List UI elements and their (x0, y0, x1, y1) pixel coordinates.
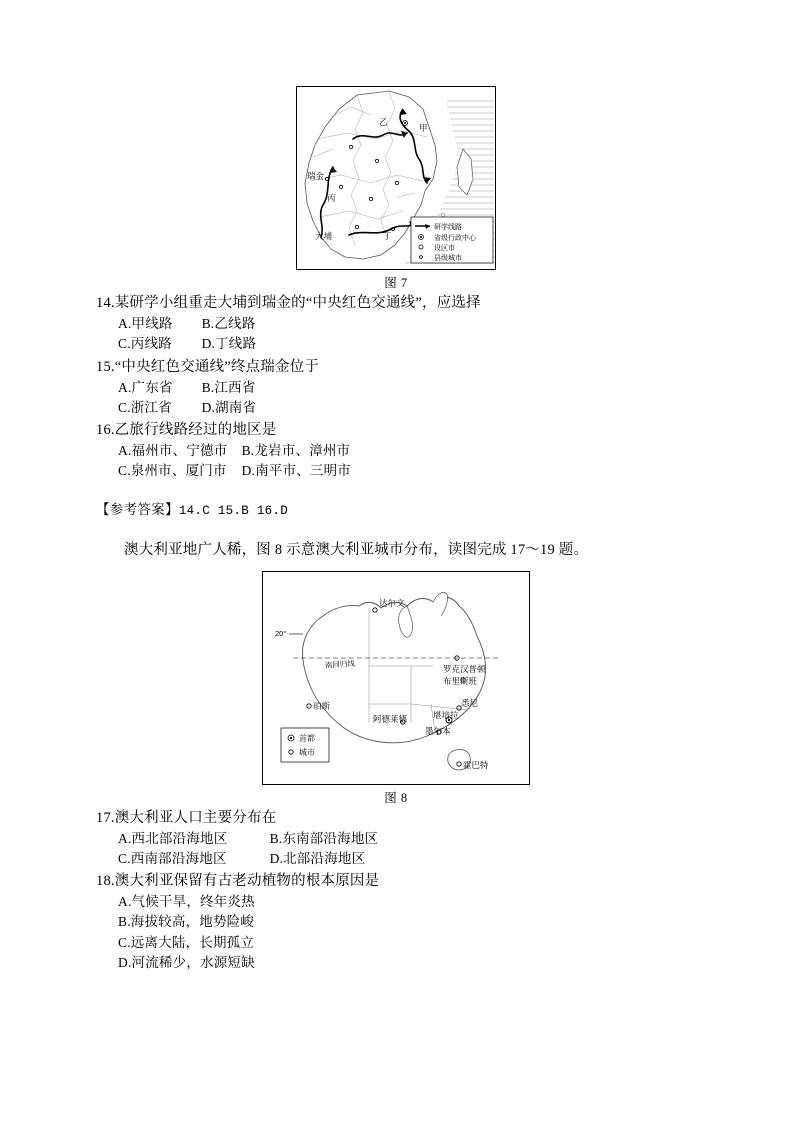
figure8-label-rockhampton: 罗克汉普顿 (443, 663, 486, 674)
figure-7-image (296, 86, 496, 270)
option-c[interactable]: C.丙线路 (118, 336, 172, 352)
figure7-label-dapu: 大埔 (315, 231, 333, 241)
fujian-map-svg (297, 87, 495, 269)
question-18 (96, 871, 696, 973)
question-15 (96, 357, 696, 419)
option-b[interactable]: B.海拔较高，地势险峻 (118, 914, 255, 930)
option-b[interactable]: B.乙线路 (201, 316, 256, 332)
question-14-stem: 14.某研学小组重走大埔到瑞金的“中央红色交通线”，应选择 (96, 295, 481, 311)
option-a[interactable]: A.气候干旱，终年炎热 (118, 894, 255, 910)
svg-text:县级城市: 县级城市 (434, 255, 462, 262)
figure7-label-bing: 丙 (327, 193, 336, 203)
answer-label: 【参考答案】 (96, 501, 179, 517)
question-18-stem: 18.澳大利亚保留有古老动植物的根本原因是 (96, 873, 380, 890)
svg-text:城市: 城市 (299, 747, 315, 757)
figure8-label-tropic: 南回归线 (324, 658, 356, 670)
question-17-stem: 17.澳大利亚人口主要分布在 (96, 809, 277, 826)
svg-text:首都: 首都 (299, 733, 315, 743)
figure8-label-brisbane: 布里斯班 (443, 675, 478, 686)
question-16-stem: 16.乙旅行线路经过的地区是 (96, 422, 277, 439)
option-d[interactable]: D.湖南省 (201, 399, 257, 415)
figure7-label-jia: 甲 (419, 123, 428, 133)
option-a[interactable]: A.甲线路 (118, 316, 173, 332)
figure8-label-darwin: 达尔文 (379, 597, 405, 608)
question-15-options (96, 378, 696, 419)
question-17-options (96, 829, 696, 870)
option-a[interactable]: A.福州市、宁德市 (118, 443, 228, 459)
svg-text:研学线路: 研学线路 (434, 224, 462, 231)
option-c[interactable]: C.西南部沿海地区 (118, 850, 227, 866)
option-c[interactable]: C.远离大陆，长期孤立 (118, 934, 255, 950)
answer-block (96, 498, 696, 518)
option-b[interactable]: B.江西省 (201, 379, 256, 395)
figure7-label-ruijin: 瑞金 (307, 171, 325, 181)
question-18-options (96, 892, 696, 973)
question-14 (96, 293, 696, 355)
question-14-options (96, 314, 696, 355)
option-d[interactable]: D.河流稀少，水源短缺 (118, 954, 255, 970)
figure8-label-hobart: 霍巴特 (463, 759, 489, 770)
figure7-label-yi: 乙 (379, 117, 388, 127)
option-d[interactable]: D.北部沿海地区 (269, 850, 366, 866)
option-a[interactable]: A.广东省 (118, 379, 173, 395)
question-17 (96, 808, 696, 870)
passage-australia: 澳大利亚地广人稀，图 8 示意澳大利亚城市分布，读图完成 17～19 题。 (124, 541, 589, 558)
figure-8-caption: 图 8 (384, 790, 408, 805)
figure8-label-adelaide: 阿德莱德 (373, 713, 408, 724)
svg-text:省级行政中心: 省级行政中心 (434, 235, 476, 242)
page-content (96, 86, 696, 973)
figure8-label-latitude: 20° (275, 628, 287, 638)
figure7-label-ding: 丁 (383, 231, 392, 241)
figure8-label-canberra: 堪培拉 (433, 709, 459, 720)
figure8-label-sydney: 悉尼 (461, 697, 479, 708)
option-b[interactable]: B.东南部沿海地区 (269, 830, 379, 846)
australia-map-svg (263, 572, 529, 784)
option-c[interactable]: C.泉州市、厦门市 (118, 463, 227, 479)
figure-7 (296, 86, 496, 291)
figure7-legend (411, 217, 493, 263)
figure-7-caption: 图 7 (384, 276, 408, 290)
figure-8 (262, 571, 530, 806)
question-16 (96, 420, 696, 482)
option-d[interactable]: D.丁线路 (201, 336, 257, 352)
option-c[interactable]: C.浙江省 (118, 399, 172, 415)
figure-8-image (262, 571, 530, 785)
figure8-label-perth: 珀斯 (313, 700, 331, 711)
question-15-stem: 15.“中央红色交通线”终点瑞金位于 (96, 358, 320, 375)
option-d[interactable]: D.南平市、三明市 (241, 463, 352, 479)
svg-text:设区市: 设区市 (434, 245, 455, 252)
option-a[interactable]: A.西北部沿海地区 (118, 830, 228, 846)
option-b[interactable]: B.龙岩市、漳州市 (241, 443, 351, 459)
question-16-options (96, 441, 696, 482)
figure8-label-melbourne: 墨尔本 (425, 725, 451, 736)
answer-values: 14.C 15.B 16.D (178, 503, 289, 518)
figure8-legend (281, 728, 329, 762)
